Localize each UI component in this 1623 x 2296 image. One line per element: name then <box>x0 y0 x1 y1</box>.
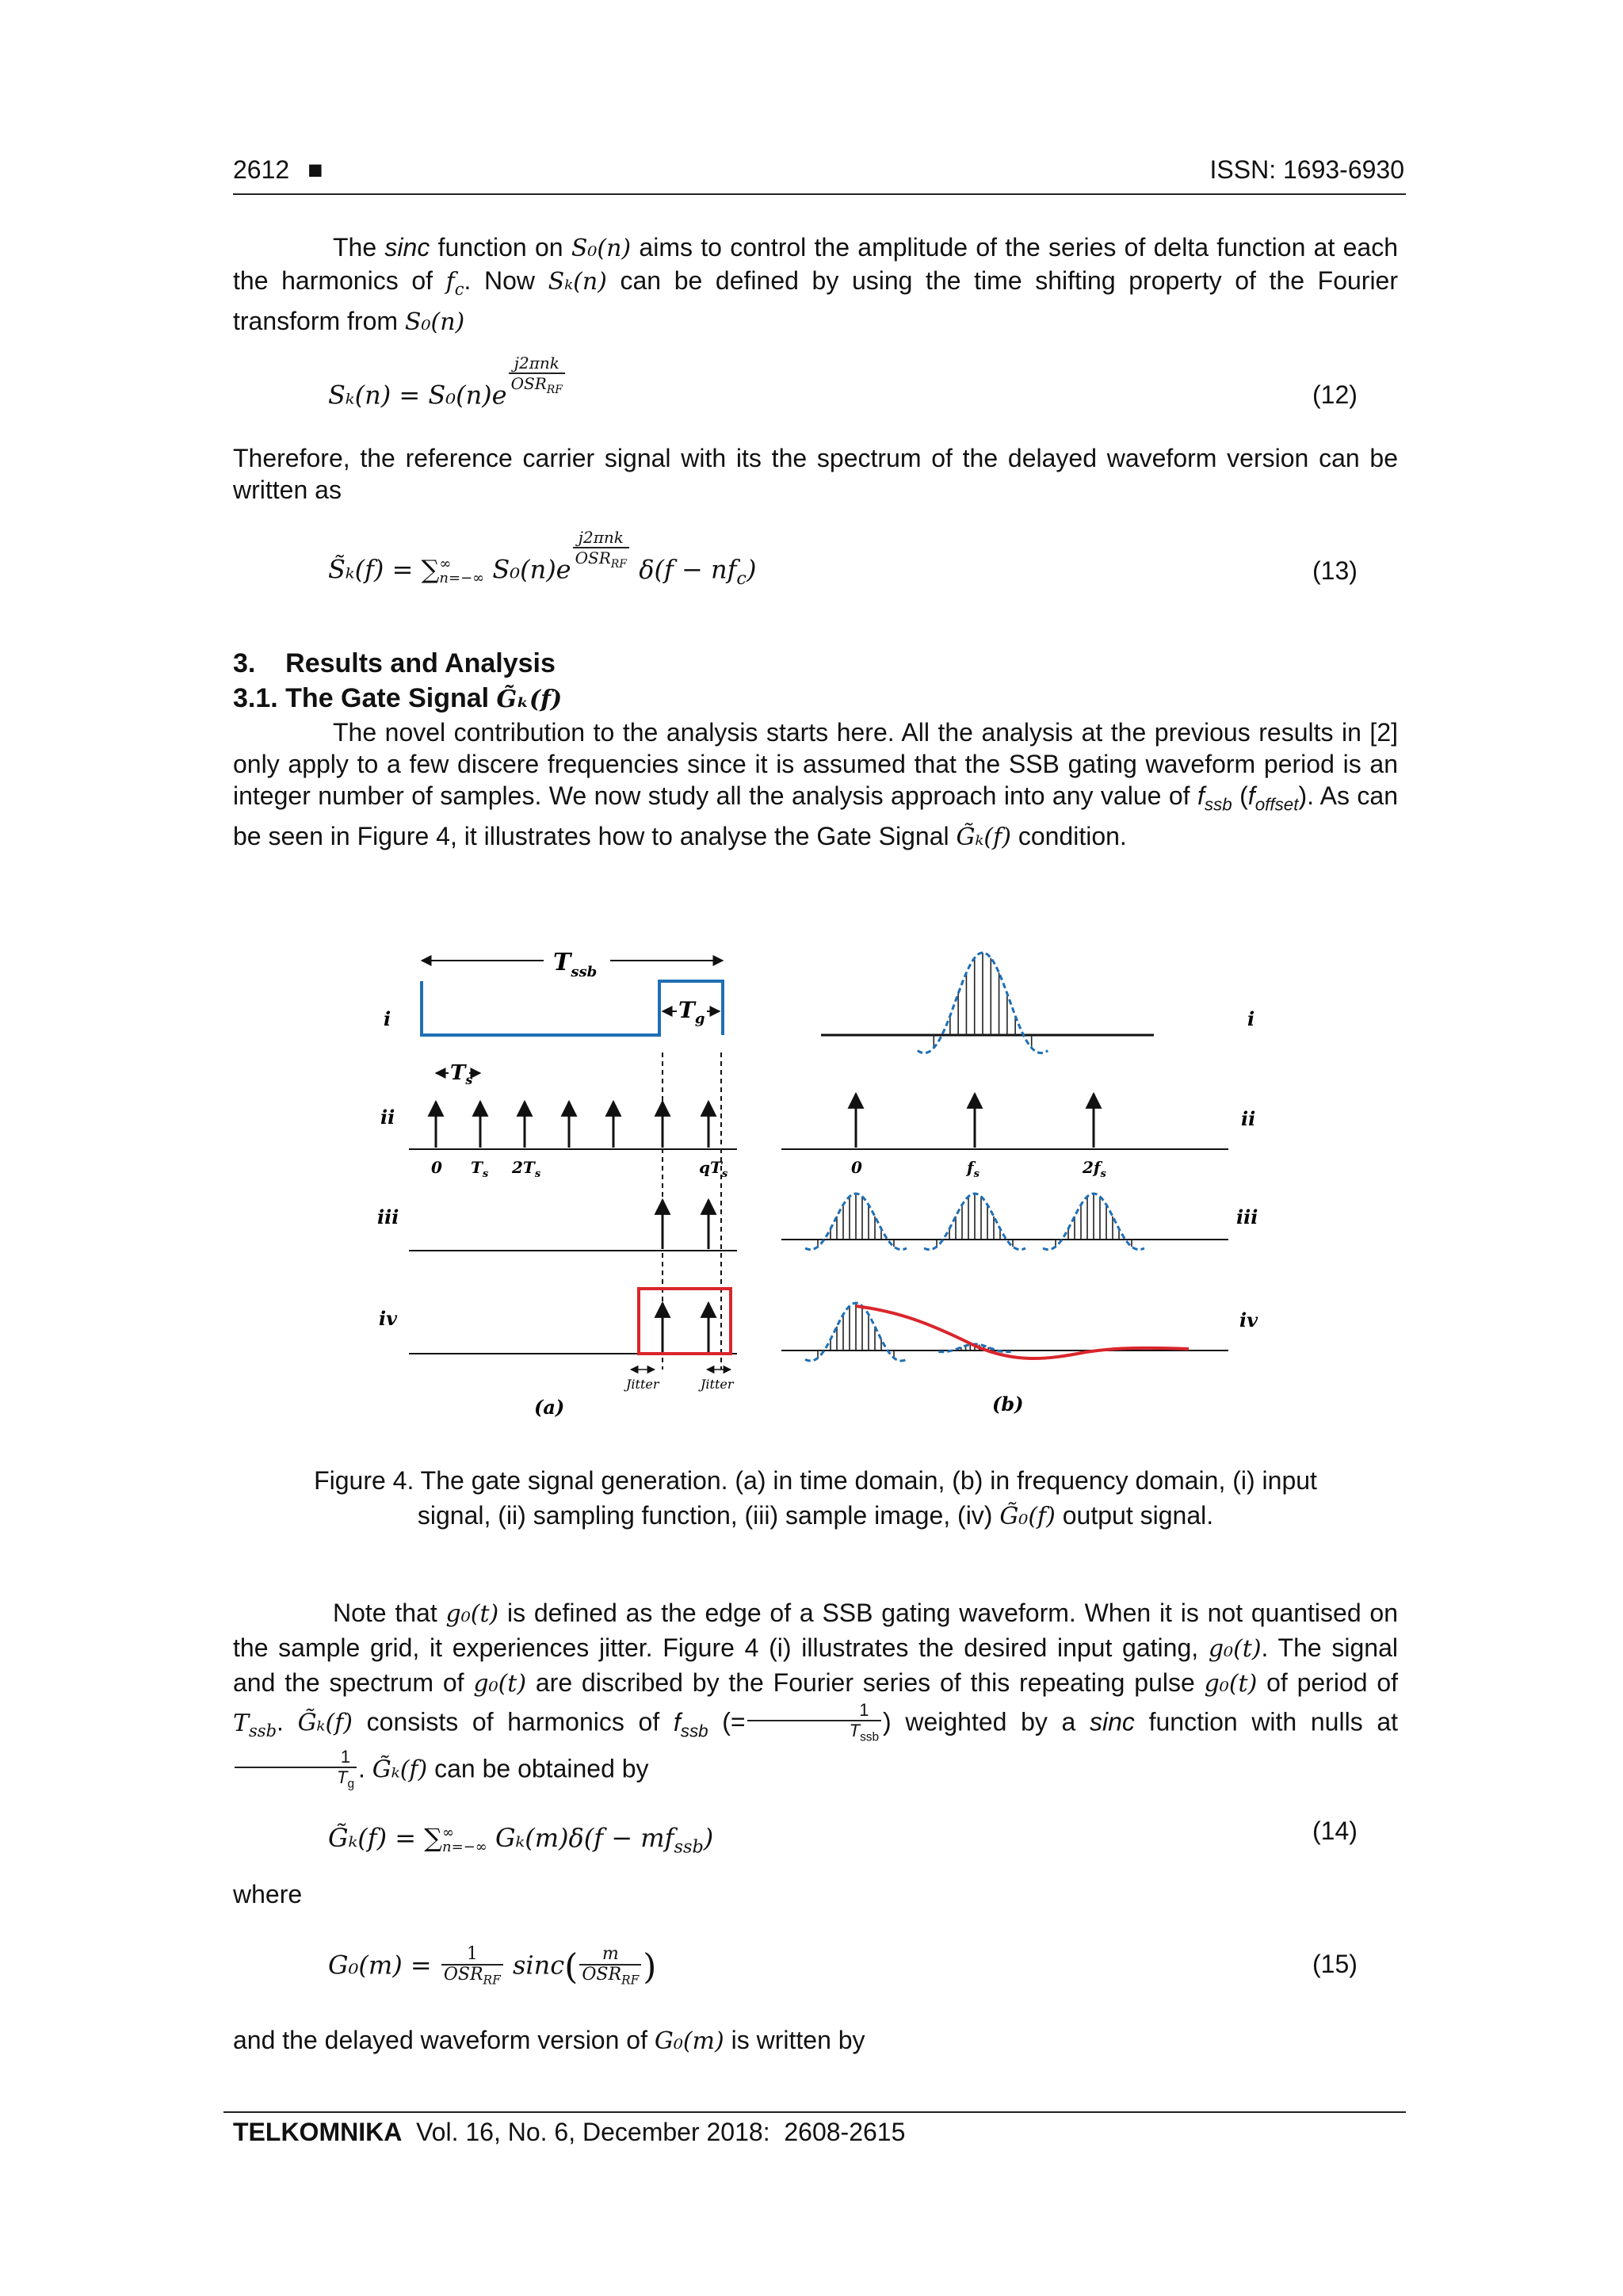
tick-2ts: $2T_s$ <box>512 1158 541 1180</box>
figure-caption <box>233 1463 1398 1534</box>
jitter-label-1: Jitter <box>626 1377 659 1392</box>
equation-15: G₀(m) = $\frac{1}{OSR_{RF}}$ sinc( $\frac{m}{OSR_{RF}}$ ) <box>328 1944 657 1988</box>
paragraph-1 <box>233 231 1398 338</box>
equation-14: G̃ₖ(f) = ∑ ∞ n=−∞ $G_k(m)\delta(f - mf_{ssb})$ <box>328 1823 714 1858</box>
equation-number-14: (14) <box>1312 1817 1358 1845</box>
ts-label: $T_s$ <box>450 1061 473 1087</box>
text: aims to control the amplitude of the series of delta function at each the harmonics of <box>233 233 1399 295</box>
panel-a-label: (a) <box>534 1396 565 1419</box>
math-s0n: S₀(n) <box>404 308 465 336</box>
text: function on <box>430 233 571 262</box>
square-bullet: ■ <box>307 155 323 184</box>
footer <box>233 2118 905 2147</box>
where-text: where <box>233 1880 303 1908</box>
subsection-heading: 3.1. The Gate Signal G̃ₖ(f) <box>233 683 563 713</box>
journal-name: TELKOMNIKA <box>233 2118 403 2146</box>
tick-0-b: 0 <box>851 1158 862 1177</box>
tick-0: 0 <box>431 1158 442 1177</box>
eq-exponent: $\frac{\text{j2πnk}}{OSR_{RF}}$ <box>509 353 565 399</box>
page-header-left <box>233 155 323 185</box>
text: can be defined by using the time shifting property of the Fourier transform from <box>233 266 1399 335</box>
row-label-iii-right: iii <box>1236 1205 1258 1228</box>
tick-ts: $T_s$ <box>471 1158 489 1180</box>
spectrum-iii <box>805 1194 1144 1250</box>
math-skn: Sₖ(n) <box>548 268 607 296</box>
eq-lhs: Sₖ(n) = S₀(n)e <box>328 380 507 411</box>
tg-label: $T_g$ <box>678 997 705 1027</box>
spectrum-i <box>918 953 1048 1053</box>
equation-number-13: (13) <box>1312 556 1358 585</box>
equation-13: S̃ₖ(f) = ∑ ∞ n=−∞ S₀(n)e $\frac{\text{j2πnk}}{OSR_{RF}}$ $\delta(f - nf_c)$ <box>328 528 757 589</box>
header-rule <box>233 193 1406 195</box>
page-number: 2612 <box>233 155 290 184</box>
row-label-iv-left: iv <box>379 1307 398 1330</box>
spectrum-iv <box>805 1303 1011 1361</box>
paragraph-2: Therefore, the reference carrier signal with its the spectrum of the delayed waveform version can be written as <box>233 444 1398 504</box>
paragraph-4: Note that g₀(t) is defined as the edge of a SSB gating waveform. When it is not quantised on the sample grid, it experiences jitter. Figure 4 (i) illustrates the desired input gating, g₀(t). The signal and the spectrum of g₀(t) are discribed by the Fourier series of this repeating pulse g₀(t) of period of $T_{ssb}$. G̃ₖ(f) consists of harmonics of $f_{ssb}$ (= $\frac{1}{T_{ssb}}$ ) weighted by a sinc function with nulls at $\frac{1}{T_g}$ . G̃ₖ(f) can be obtained by <box>233 1596 1398 1794</box>
row-label-ii-right: ii <box>1241 1107 1256 1130</box>
equation-12 <box>328 353 567 420</box>
output-gate-box <box>639 1289 731 1354</box>
footer-rule <box>223 2111 1406 2113</box>
paragraph-3: The novel contribution to the analysis starts here. All the analysis at the previous results in [2] only apply to a few discere frequencies since it is assumed that the SSB gating waveform period is an integer number of samples. We now study all the analysis approach into any value of $f_{ssb}$ $(f_{offset})$. As can be seen in Figure 4, it illustrates how to analyse the Gate Signal G̃ₖ(f) condition. <box>233 718 1399 852</box>
issn: ISSN: 1693-6930 <box>1209 155 1404 184</box>
math-sub: c <box>454 280 464 299</box>
tick-qts: $qT_s$ <box>699 1158 728 1180</box>
equation-number-15: (15) <box>1312 1950 1358 1978</box>
tick-2fs: $2f_s$ <box>1083 1158 1106 1180</box>
row-label-i-left: i <box>384 1007 391 1030</box>
journal-details: Vol. 16, No. 6, December 2018: 2608-2615 <box>402 2118 906 2146</box>
math-s0n: S₀(n) <box>571 235 632 262</box>
panel-b-label: (b) <box>992 1392 1024 1415</box>
row-label-ii-left: ii <box>380 1106 395 1129</box>
caption-line-2: signal, (ii) sampling function, (iii) sample image, (iv) G̃₀(f) output signal. <box>417 1501 1214 1530</box>
fraction-1-over-tg: $\frac{1}{T_g}$ <box>235 1748 357 1794</box>
text: The <box>333 233 385 262</box>
row-label-i-right: i <box>1247 1007 1255 1030</box>
row-label-iv-right: iv <box>1239 1308 1258 1331</box>
sinc-word: sinc <box>384 233 430 262</box>
figure-4 <box>372 926 1292 1433</box>
sampling-impulses <box>436 1102 708 1148</box>
text: . Now <box>464 266 548 295</box>
tssb-label: $T_{ssb}$ <box>553 949 598 980</box>
equation-number-12: (12) <box>1312 380 1358 409</box>
paragraph-5: and the delayed waveform version of G₀(m) is written by <box>233 2026 865 2055</box>
math-f: f <box>445 268 455 296</box>
caption-line-1: Figure 4. The gate signal generation. (a) in time domain, (b) in frequency domain, (i) input <box>314 1466 1317 1495</box>
section-heading: 3. Results and Analysis <box>233 648 556 678</box>
jitter-label-2: Jitter <box>701 1377 734 1392</box>
tick-fs: $f_s$ <box>967 1158 980 1180</box>
row-label-iii-left: iii <box>377 1205 399 1228</box>
fraction-1-over-tssb: $\frac{1}{T_{ssb}}$ <box>747 1701 881 1747</box>
